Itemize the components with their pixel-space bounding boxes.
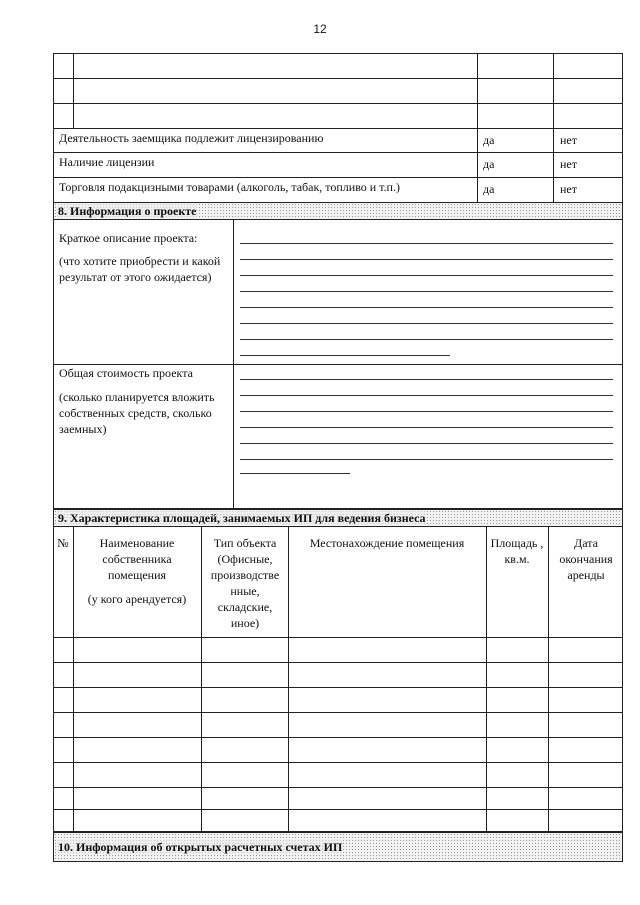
column-area: Площадь , кв.м.	[490, 536, 544, 566]
fill-line	[240, 323, 613, 324]
column-owner: Наименование собственника помещения	[99, 536, 175, 582]
excise-no-option[interactable]: нет	[560, 182, 577, 196]
licensing-no-option[interactable]: нет	[560, 133, 577, 147]
project-cost-label: Общая стоимость проекта	[59, 366, 193, 380]
fill-line	[240, 427, 613, 428]
column-object-type: Тип объекта (Офисные, производстве нные, складские, иное)	[210, 536, 280, 630]
table-row[interactable]	[53, 737, 623, 762]
table-row[interactable]	[53, 712, 623, 737]
section-8-title: 8. Информация о проекте	[58, 204, 197, 218]
fill-line	[240, 379, 613, 380]
project-description-hint: (что хотите приобрести и какой результат от этого ожидается)	[59, 254, 221, 284]
license-no-option[interactable]: нет	[560, 157, 577, 171]
section-9-header	[53, 509, 623, 527]
row-divider	[53, 78, 623, 79]
table-row[interactable]	[53, 762, 623, 787]
fill-line	[240, 291, 613, 292]
section-10-title: 10. Информация об открытых расчетных счетах ИП	[58, 840, 343, 854]
table-row[interactable]	[53, 687, 623, 712]
excise-yes-option[interactable]: да	[483, 182, 495, 196]
row-divider	[53, 177, 623, 178]
col-divider	[477, 53, 478, 129]
fill-line	[240, 443, 613, 444]
continuation-table	[53, 53, 623, 129]
fill-line	[240, 307, 613, 308]
fill-line	[240, 355, 450, 356]
project-description-label: Краткое описание проекта:	[59, 231, 198, 245]
column-number: №	[57, 536, 69, 550]
table-row[interactable]	[53, 787, 623, 809]
licensing-label: Деятельность заемщика подлежит лицензированию	[59, 131, 324, 145]
fill-line	[240, 275, 613, 276]
fill-line	[240, 339, 613, 340]
fill-line	[240, 259, 613, 260]
column-lease-end: Дата окончания аренды	[559, 536, 613, 582]
project-cost-hint: (сколько планируется вложить собственных средств, сколько заемных)	[59, 390, 215, 436]
fill-line	[240, 473, 350, 474]
fill-line	[240, 395, 613, 396]
column-owner-hint: (у кого арендуется)	[87, 592, 187, 606]
col-divider	[73, 53, 74, 129]
license-yes-option[interactable]: да	[483, 157, 495, 171]
fill-line	[240, 243, 613, 244]
table-row[interactable]	[53, 637, 623, 662]
col-divider	[477, 128, 478, 202]
table-row[interactable]	[53, 809, 623, 832]
column-location: Местонахождение помещения	[309, 536, 465, 550]
licensing-yes-option[interactable]: да	[483, 133, 495, 147]
section-9-title: 9. Характеристика площадей, занимаемых ИП для ведения бизнеса	[58, 511, 426, 525]
row-divider	[53, 152, 623, 153]
row-divider	[53, 364, 623, 365]
col-divider	[553, 128, 554, 202]
section-8-header	[53, 202, 623, 220]
row-divider	[53, 103, 623, 104]
page-number: 12	[313, 22, 327, 36]
section-10-header	[53, 832, 623, 862]
excise-goods-label: Торговля подакцизными товарами (алкоголь, табак, топливо и т.п.)	[59, 180, 400, 194]
fill-line	[240, 411, 613, 412]
fill-line	[240, 459, 613, 460]
col-divider	[233, 219, 234, 509]
table-row[interactable]	[53, 662, 623, 687]
col-divider	[553, 53, 554, 129]
license-available-label: Наличие лицензии	[59, 155, 155, 169]
